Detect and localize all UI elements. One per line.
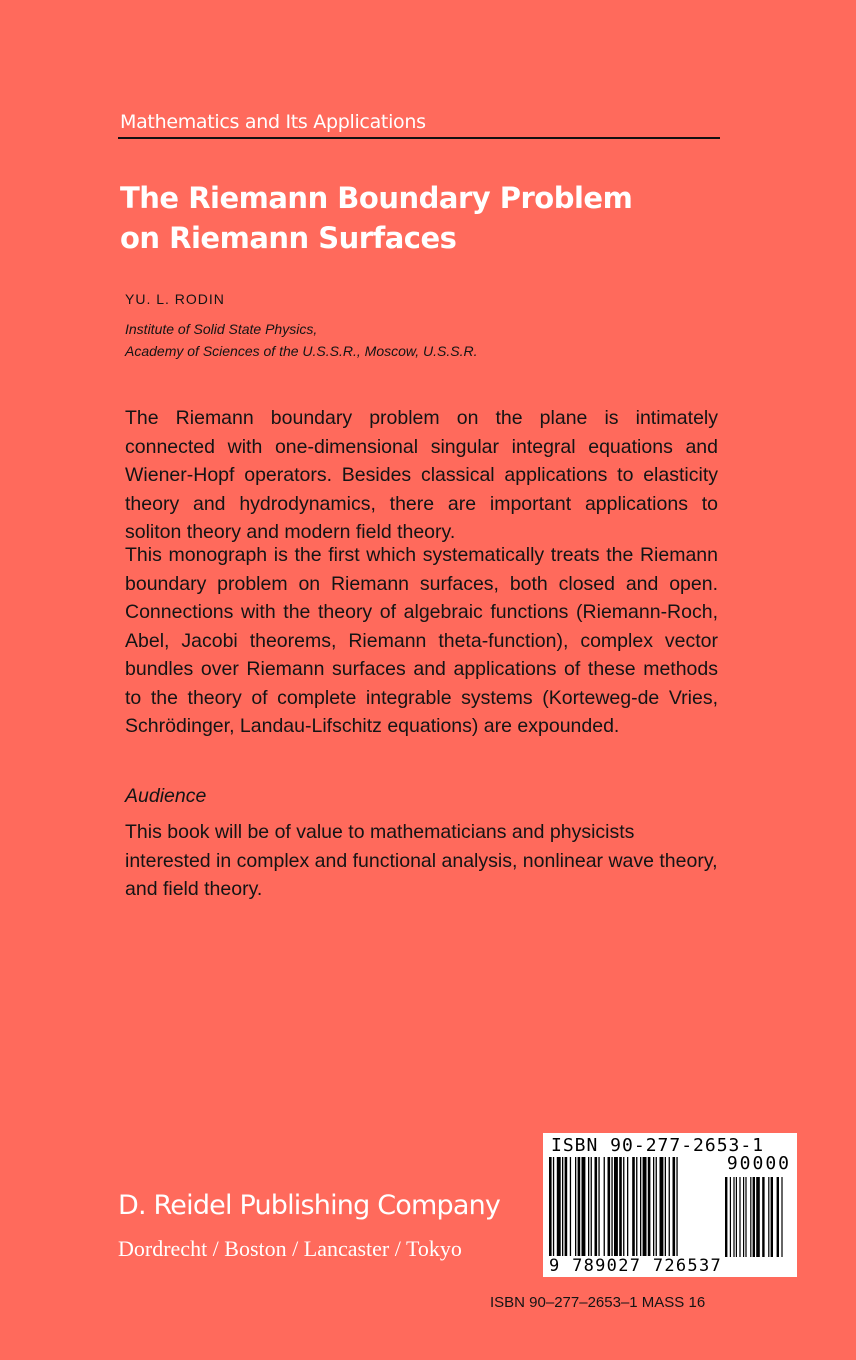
barcode-bar [578,1157,581,1257]
barcode-bar [588,1157,589,1257]
barcode-addon-bar [777,1177,779,1257]
barcode-addon-bar [756,1177,760,1257]
barcode-bar [611,1157,612,1257]
barcode-addon-bar [736,1177,737,1257]
affiliation-line-1: Institute of Solid State Physics, [125,321,318,337]
author-affiliation [125,318,477,362]
barcode-bar [570,1157,571,1257]
barcode-bar [595,1157,598,1257]
audience-text: This book will be of value to mathematicians and physicists interested in complex and functional analysis, nonlinear wave theory, and field theory. [125,821,718,900]
barcode-bar [676,1157,677,1257]
title-line-1: The Riemann Boundary Problem [120,181,633,215]
barcode-bar [627,1157,628,1257]
barcode-bar [598,1157,599,1257]
barcode-bar [575,1157,576,1257]
barcode-bar [660,1157,664,1257]
barcode-bar [653,1157,654,1257]
barcode-bar [648,1157,651,1257]
barcode-bar [640,1157,641,1257]
barcode-bar [553,1157,554,1257]
barcode-addon-bar [750,1177,751,1257]
barcode-bar [562,1157,563,1257]
barcode-bar [623,1157,624,1257]
barcode-addon-bar [762,1177,764,1257]
barcode-bar [557,1157,561,1257]
barcode-addon-bar [745,1177,746,1257]
barcode-bar [604,1157,605,1257]
author-name: YU. L. RODIN [125,291,225,307]
description-paragraph-1: The Riemann boundary problem on the plane is intimately connected with one-dimensional singular integral equations and Wiener-Hopf operators. Besides classical applications to elasticity theory and hydrodynamics, there are important applications to soliton theory and modern field theory. [125,407,718,543]
barcode-isbn-label: ISBN 90-277-2653-1 [551,1135,765,1156]
barcode-addon-bar [725,1177,727,1257]
barcode-bar [619,1157,622,1257]
barcode-bar [643,1157,647,1257]
barcode-addon-bar [771,1177,773,1257]
barcode-addon-bar [781,1177,782,1257]
barcode-bar [565,1157,568,1257]
barcode-bar [669,1157,670,1257]
barcode-ean-number: 9 789027 726537 [549,1256,723,1276]
series-name: Mathematics and Its Applications [120,111,426,133]
book-title [120,178,632,258]
barcode-bar [582,1157,586,1257]
barcode-addon-bar [733,1177,734,1257]
barcode-bar [549,1157,552,1257]
series-rule [118,137,720,139]
footer-isbn: ISBN 90–277–2653–1 MASS 16 [490,1294,706,1311]
barcode-addon-bar [743,1177,744,1257]
barcode-addon-bar [753,1177,755,1257]
barcode-bar [632,1157,635,1257]
barcode-bar [636,1157,637,1257]
barcode-addon-bar [739,1177,740,1257]
barcode-bar [591,1157,592,1257]
publisher-name: D. Reidel Publishing Company [118,1190,501,1221]
barcode-box [543,1133,797,1277]
affiliation-line-2: Academy of Sciences of the U.S.S.R., Moscow, U.S.S.R. [125,343,478,359]
barcode-price-code: 90000 [726,1153,791,1174]
barcode-addon-bar [730,1177,731,1257]
barcode-bar [608,1157,611,1257]
barcode-bar [665,1157,666,1257]
barcode-bar [614,1157,618,1257]
description-paragraph-2: This monograph is the first which systematically treats the Riemann boundary problem on Riemann surfaces, both closed and open. Connections with the theory of algebraic functions (Riemann-Roch, Abel, Jacobi theorems, Riemann theta-function), complex vector bundles over Riemann surfaces and applications of these methods to the theory of complete integrable systems (Korteweg-de Vries, Schrödinger, Landau-Lifschitz equations) are expounded. [125,544,718,737]
barcode-addon-bar [768,1177,769,1257]
title-line-2: on Riemann Surfaces [120,221,457,255]
publisher-cities: Dordrecht / Boston / Lancaster / Tokyo [118,1236,462,1261]
barcode-bar [673,1157,676,1257]
audience-heading: Audience [125,785,207,807]
barcode-bar [656,1157,657,1257]
